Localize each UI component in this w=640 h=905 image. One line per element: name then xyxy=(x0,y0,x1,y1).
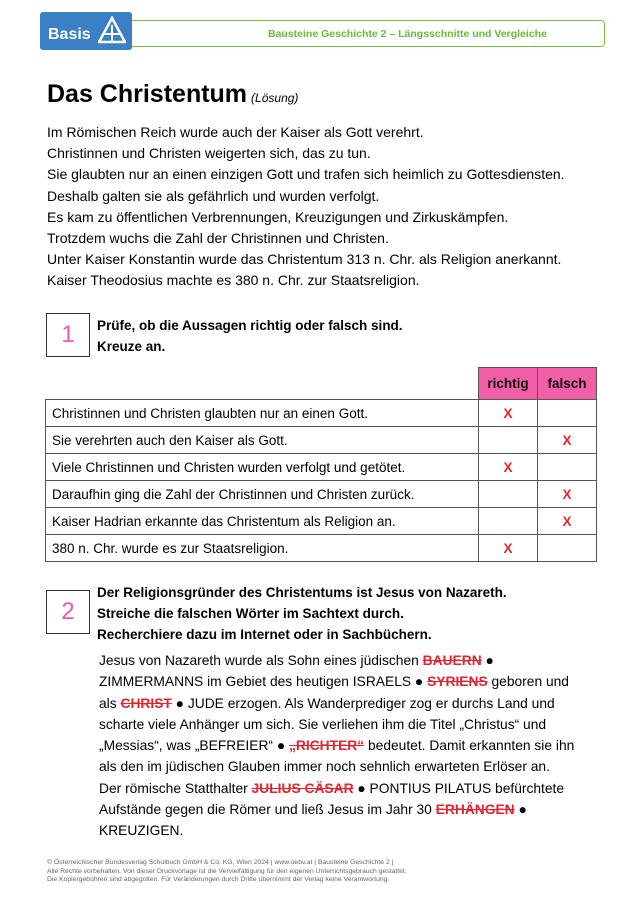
cross-mark: X xyxy=(503,459,513,475)
cross-mark: X xyxy=(562,486,572,502)
story-segment: KREUZIGEN. xyxy=(99,823,184,839)
table-row xyxy=(46,400,597,427)
task-line: Kreuze an. xyxy=(97,339,166,354)
story-line xyxy=(99,778,609,799)
footer-line: Die Kopiergebühren sind abgegolten. Für Veränderungen durch Dritte übernimmt der Verlag keine Verantwortung. xyxy=(47,876,390,883)
page-subtitle: (Lösung) xyxy=(251,91,299,105)
story-segment: Der römische Statthalter xyxy=(99,780,252,796)
task-number-box: 2 xyxy=(46,590,90,634)
table-row xyxy=(46,427,597,454)
struck-word: CHRIST xyxy=(120,695,172,711)
statement-cell: Viele Christinnen und Christen wurden verfolgt und getötet. xyxy=(46,454,479,481)
cross-mark: X xyxy=(562,432,572,448)
falsch-checkbox-cell[interactable] xyxy=(538,400,597,427)
story-line xyxy=(99,799,609,820)
basis-logo xyxy=(40,12,132,50)
cross-mark: X xyxy=(503,540,513,556)
richtig-checkbox-cell[interactable] xyxy=(479,481,538,508)
task-line: Streiche die falschen Wörter im Sachtext durch. xyxy=(97,606,404,621)
richtig-checkbox-cell[interactable] xyxy=(479,508,538,535)
intro-line: Trotzdem wuchs die Zahl der Christinnen und Christen. xyxy=(47,230,389,247)
intro-line: Im Römischen Reich wurde auch der Kaiser als Gott verehrt. xyxy=(47,124,424,140)
column-header-richtig: richtig xyxy=(479,368,538,400)
statement-cell: Sie verehrten auch den Kaiser als Gott. xyxy=(46,427,479,454)
story-line xyxy=(99,650,609,671)
story-segment: als den im jüdischen Glauben immer noch sehnlich erwarteten Erlöser an. xyxy=(99,759,550,775)
header-title: Bausteine Geschichte 2 – Längsschnitte und Vergleiche xyxy=(268,28,547,40)
intro-text xyxy=(47,122,607,292)
statement-cell: Christinnen und Christen glaubten nur an einen Gott. xyxy=(46,400,479,427)
logo-text: Basis xyxy=(48,26,91,43)
falsch-checkbox-cell[interactable] xyxy=(538,427,597,454)
story-segment: geboren und xyxy=(487,674,569,690)
statement-cell: 380 n. Chr. wurde es zur Staatsreligion. xyxy=(46,535,479,562)
story-line xyxy=(99,671,609,692)
richtig-checkbox-cell[interactable] xyxy=(479,535,538,562)
triangle-logo-icon xyxy=(98,16,126,44)
story-segment: Aufstände gegen die Römer und ließ Jesus im Jahr 30 xyxy=(99,802,436,818)
table-row xyxy=(46,535,597,562)
struck-word: SYRIENS xyxy=(427,674,488,690)
story-segment: „Messias“, was „BEFREIER“ ● xyxy=(99,738,290,754)
richtig-checkbox-cell[interactable] xyxy=(479,454,538,481)
story-line xyxy=(99,756,609,777)
table-row xyxy=(46,481,597,508)
struck-word: BAUERN xyxy=(422,653,482,668)
statement-cell: Daraufhin ging die Zahl der Christinnen und Christen zurück. xyxy=(46,481,479,508)
column-header-falsch: falsch xyxy=(538,368,597,400)
task-number-box: 1 xyxy=(46,313,90,357)
story-segment: ● xyxy=(481,653,494,668)
story-line xyxy=(99,820,609,841)
story-line xyxy=(99,735,609,756)
intro-line: Christinnen und Christen weigerten sich, das zu tun. xyxy=(47,145,371,162)
task-line: Prüfe, ob die Aussagen richtig oder falsch sind. xyxy=(97,318,403,333)
story-segment: ● PONTIUS PILATUS befürchtete xyxy=(353,780,565,796)
footer-line: © Österreichischer Bundesverlag Schulbuch GmbH & Co. KG, Wien 2024 | www.oebv.at | Bausteine Geschichte 2 | xyxy=(47,859,394,866)
story-text xyxy=(99,650,609,842)
intro-line: Es kam zu öffentlichen Verbrennungen, Kreuzigungen und Zirkuskämpfen. xyxy=(47,208,509,225)
page-title: Das Christentum (Lösung) xyxy=(47,80,299,108)
story-segment: ● JUDE erzogen. Als Wanderprediger zog er durchs Land und xyxy=(171,695,555,711)
cross-mark: X xyxy=(562,513,572,529)
falsch-checkbox-cell[interactable] xyxy=(538,481,597,508)
table-corner xyxy=(46,368,479,400)
story-segment: Jesus von Nazareth wurde als Sohn eines jüdischen xyxy=(99,653,423,668)
story-segment: scharte viele Anhänger um sich. Sie verliehen ihm die Titel „Christus“ und xyxy=(99,716,547,732)
story-segment: als xyxy=(99,695,121,711)
task1-instructions xyxy=(97,315,403,357)
task-line: Der Religionsgründer des Christentums ist Jesus von Nazareth. xyxy=(97,585,507,600)
intro-line: Kaiser Theodosius machte es 380 n. Chr. zur Staatsreligion. xyxy=(47,272,420,289)
task2-instructions xyxy=(97,582,507,645)
falsch-checkbox-cell[interactable] xyxy=(538,535,597,562)
struck-word: „RICHTER“ xyxy=(289,738,365,754)
cross-mark: X xyxy=(503,405,513,421)
intro-line: Unter Kaiser Konstantin wurde das Christentum 313 n. Chr. als Religion anerkannt. xyxy=(47,251,562,268)
struck-word: ERHÄNGEN xyxy=(435,802,515,818)
falsch-checkbox-cell[interactable] xyxy=(538,454,597,481)
story-segment: ZIMMERMANNS im Gebiet des heutigen ISRAELS ● xyxy=(99,674,428,690)
task-line: Recherchiere dazu im Internet oder in Sachbüchern. xyxy=(97,627,432,642)
story-segment: ● xyxy=(514,802,527,818)
footer xyxy=(47,859,407,885)
true-false-table xyxy=(45,367,597,562)
intro-line: Sie glaubten nur an einen einzigen Gott und trafen sich heimlich zu Gottesdiensten. xyxy=(47,166,565,183)
statement-cell: Kaiser Hadrian erkannte das Christentum als Religion an. xyxy=(46,508,479,535)
story-segment: bedeutet. Damit erkannten sie ihn xyxy=(364,738,575,754)
intro-line: Deshalb galten sie als gefährlich und wurden verfolgt. xyxy=(47,187,380,204)
table-row xyxy=(46,454,597,481)
story-line xyxy=(99,714,609,735)
footer-line: Alle Rechte vorbehalten. Von dieser Druckvorlage ist die Vervielfältigung für den eigenen Unterrichtsgebrauch gestattet. xyxy=(47,867,407,875)
table-row xyxy=(46,508,597,535)
falsch-checkbox-cell[interactable] xyxy=(538,508,597,535)
struck-word: JULIUS CÄSAR xyxy=(251,780,354,796)
richtig-checkbox-cell[interactable] xyxy=(479,400,538,427)
richtig-checkbox-cell[interactable] xyxy=(479,427,538,454)
story-line xyxy=(99,693,609,714)
